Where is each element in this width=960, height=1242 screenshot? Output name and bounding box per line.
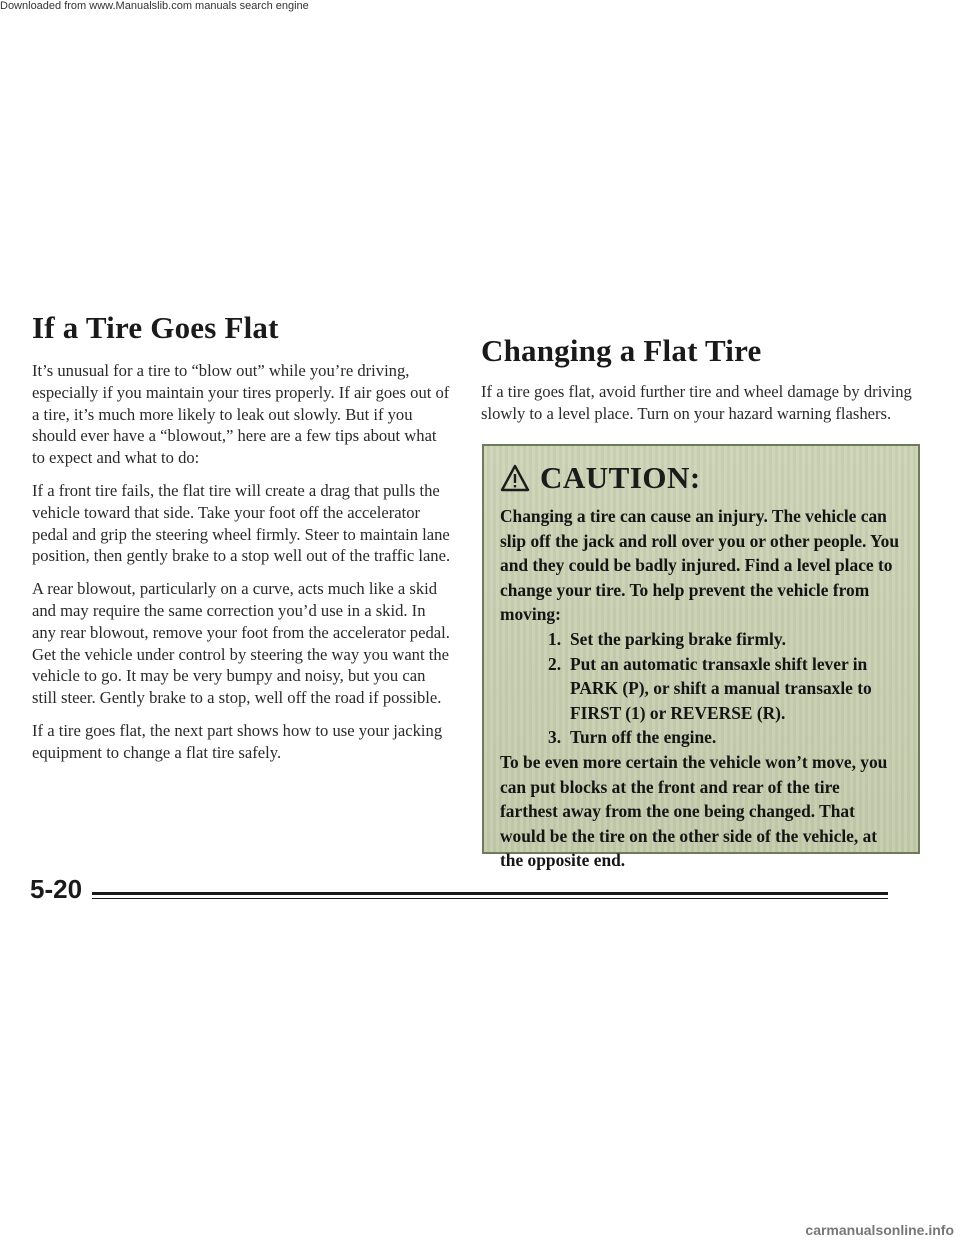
caution-box <box>482 444 920 871</box>
right-column <box>481 333 921 436</box>
section-title-changing-flat-tire: Changing a Flat Tire <box>481 333 762 368</box>
banner-suffix: manuals search engine <box>191 0 309 12</box>
step-text: Turn off the engine. <box>570 727 717 748</box>
left-column <box>32 310 452 775</box>
list-item <box>548 627 902 652</box>
list-item <box>548 725 902 750</box>
footer-rule <box>92 892 888 895</box>
list-item <box>548 652 902 726</box>
caution-title: CAUTION: <box>540 460 701 495</box>
manualslib-link[interactable]: www.Manualslib.com <box>89 0 192 12</box>
paragraph: A rear blowout, particularly on a curve, acts much like a skid and may require the same correction you’d use in a skid. In any rear blowout, remove your foot from the accelerator pedal. Get the vehicle under control by steering the way you want the vehicle to go. It may be very bumpy and noisy, but you can still steer. Gently brake to a stop, well off the road if possible. <box>32 579 450 708</box>
section-title-tire-goes-flat: If a Tire Goes Flat <box>32 310 279 345</box>
caution-header <box>500 460 902 496</box>
step-text: Set the parking brake firmly. <box>570 628 786 649</box>
step-number: 3. <box>548 727 562 748</box>
warning-triangle-icon <box>500 464 530 492</box>
paragraph: It’s unusual for a tire to “blow out” while you’re driving, especially if you maintain your tires properly. If air goes out of a tire, it’s much more likely to leak out slowly. But if you should ever have a “blowout,” here are a few tips about what to expect and what to do: <box>32 361 450 468</box>
download-banner <box>0 0 309 12</box>
caution-closing: To be even more certain the vehicle won’t move, you can put blocks at the front and rear of the tire farthest away from the one being changed. That would be the tire on the other side of the vehicle, at the opposite end. <box>500 751 888 871</box>
caution-steps <box>500 627 902 750</box>
paragraph: If a tire goes flat, the next part shows how to use your jacking equipment to change a flat tire safely. <box>32 720 443 762</box>
step-text: Put an automatic transaxle shift lever in PARK (P), or shift a manual transaxle to FIRST (1) or REVERSE (R). <box>570 653 872 723</box>
paragraph: If a front tire fails, the flat tire will create a drag that pulls the vehicle toward that side. Take your foot off the accelerator pedal and grip the steering wheel firmly. Steer to maintain lane position, then gently brake to a stop well out of the traffic lane. <box>32 480 451 566</box>
watermark: carmanualsonline.info <box>805 1222 954 1238</box>
banner-prefix: Downloaded from <box>0 0 90 12</box>
page-number: 5-20 <box>30 874 83 904</box>
paragraph: If a tire goes flat, avoid further tire and wheel damage by driving slowly to a level place. Turn on your hazard warning flashers. <box>481 382 912 423</box>
caution-body <box>500 504 902 873</box>
caution-intro: Changing a tire can cause an injury. The vehicle can slip off the jack and roll over you or other people. You and they could be badly injured. Find a level place to change your tire. To help prevent the vehicle from moving: <box>500 506 900 625</box>
step-number: 2. <box>548 653 562 674</box>
step-number: 1. <box>548 628 562 649</box>
